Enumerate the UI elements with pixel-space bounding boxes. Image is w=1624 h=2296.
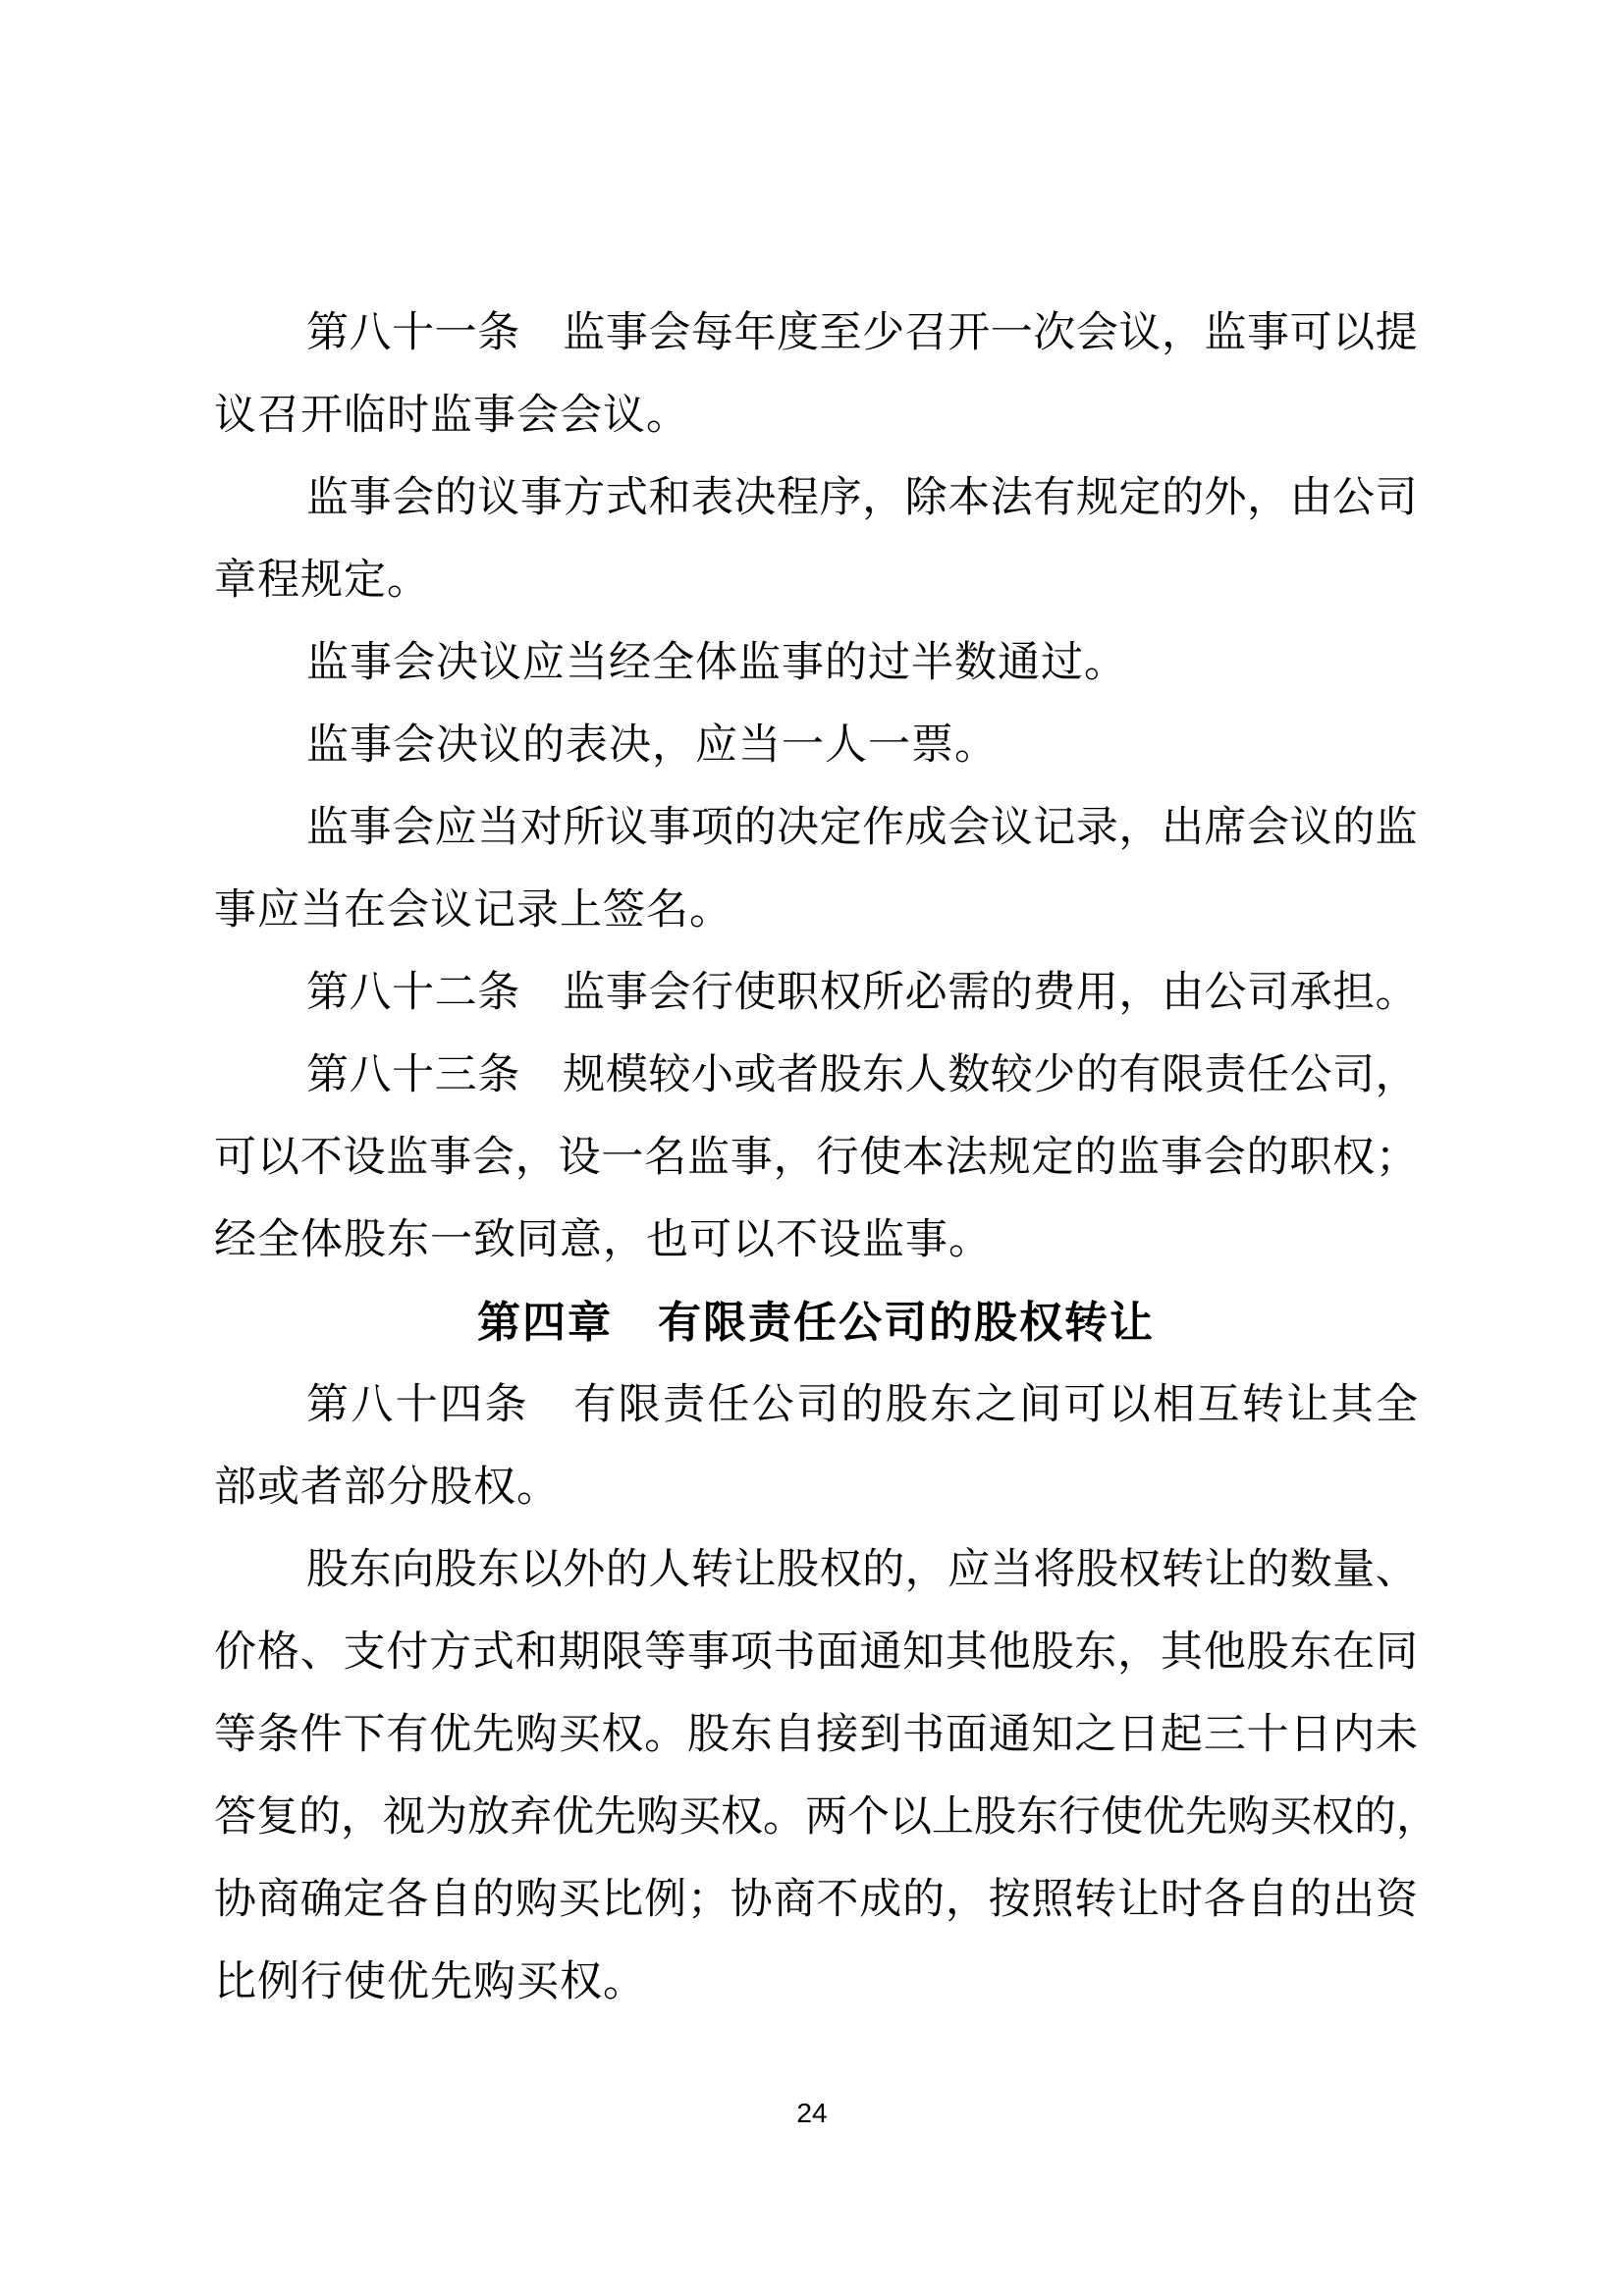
text-line: 等 条 件 下 有 优 先 购 买 权 。 股 东 自 接 到 书 面 通 知 之 日 起 三 十 日 内 未 — [214, 1712, 1418, 1758]
text-line: 议召开临时监事会会议。 — [214, 393, 689, 439]
text-line: 比例行使优先购买权。 — [214, 1959, 646, 2005]
text-line: 监事会决议应当经全体监事的过半数通过。 — [306, 640, 1127, 686]
document-body — [214, 293, 1438, 2024]
text-line: 事应当在会议记录上签名。 — [214, 887, 732, 934]
chapter-heading: 第四章 有限责任公司的股权转让 — [477, 1299, 1155, 1347]
text-line: 监 事 会 的 议 事 方 式 和 表 决 程 序 ， 除 本 法 有 规 定 的 外 ， 由 公 司 — [306, 475, 1418, 521]
text-line: 部或者部分股权。 — [214, 1465, 560, 1511]
text-line: 第 八 十 三 条 规 模 较 小 或 者 股 东 人 数 较 少 的 有 限 责 任 公 司 ， — [306, 1052, 1418, 1098]
text-line: 价 格 、 支 付 方 式 和 期 限 等 事 项 书 面 通 知 其 他 股 东 ， 其 他 股 东 在 同 — [214, 1629, 1418, 1676]
text-line: 经全体股东一致同意，也可以不设监事。 — [214, 1217, 992, 1263]
text-line: 答 复 的 ， 视 为 放 弃 优 先 购 买 权 。 两 个 以 上 股 东 行 使 优 先 购 买 权 的 ， — [214, 1794, 1438, 1841]
text-line: 章程规定。 — [214, 558, 430, 604]
page-footer — [0, 2099, 1624, 2128]
text-line: 第 八 十 四 条 有 限 责 任 公 司 的 股 东 之 间 可 以 相 互 转 让 其 全 — [306, 1382, 1418, 1428]
text-line: 股 东 向 股 东 以 外 的 人 转 让 股 权 的 ， 应 当 将 股 权 转 让 的 数 量 、 — [306, 1547, 1418, 1593]
text-line: 第 八 十 一 条 监 事 会 每 年 度 至 少 召 开 一 次 会 议 ， 监 事 可 以 提 — [306, 310, 1418, 356]
text-line: 可 以 不 设 监 事 会 ， 设 一 名 监 事 ， 行 使 本 法 规 定 的 监 事 会 的 职 权 ； — [214, 1135, 1418, 1181]
text-line: 第 八 十 二 条 监 事 会 行 使 职 权 所 必 需 的 费 用 ， 由 公 司 承 担 。 — [306, 970, 1418, 1016]
page-number: 24 — [796, 2098, 828, 2128]
text-line: 协 商 确 定 各 自 的 购 买 比 例 ； 协 商 不 成 的 ， 按 照 转 让 时 各 自 的 出 资 — [214, 1877, 1418, 1923]
text-line: 监事会决议的表决，应当一人一票。 — [306, 722, 998, 769]
text-line: 监 事 会 应 当 对 所 议 事 项 的 决 定 作 成 会 议 记 录 ， 出 席 会 议 的 监 — [306, 805, 1418, 851]
